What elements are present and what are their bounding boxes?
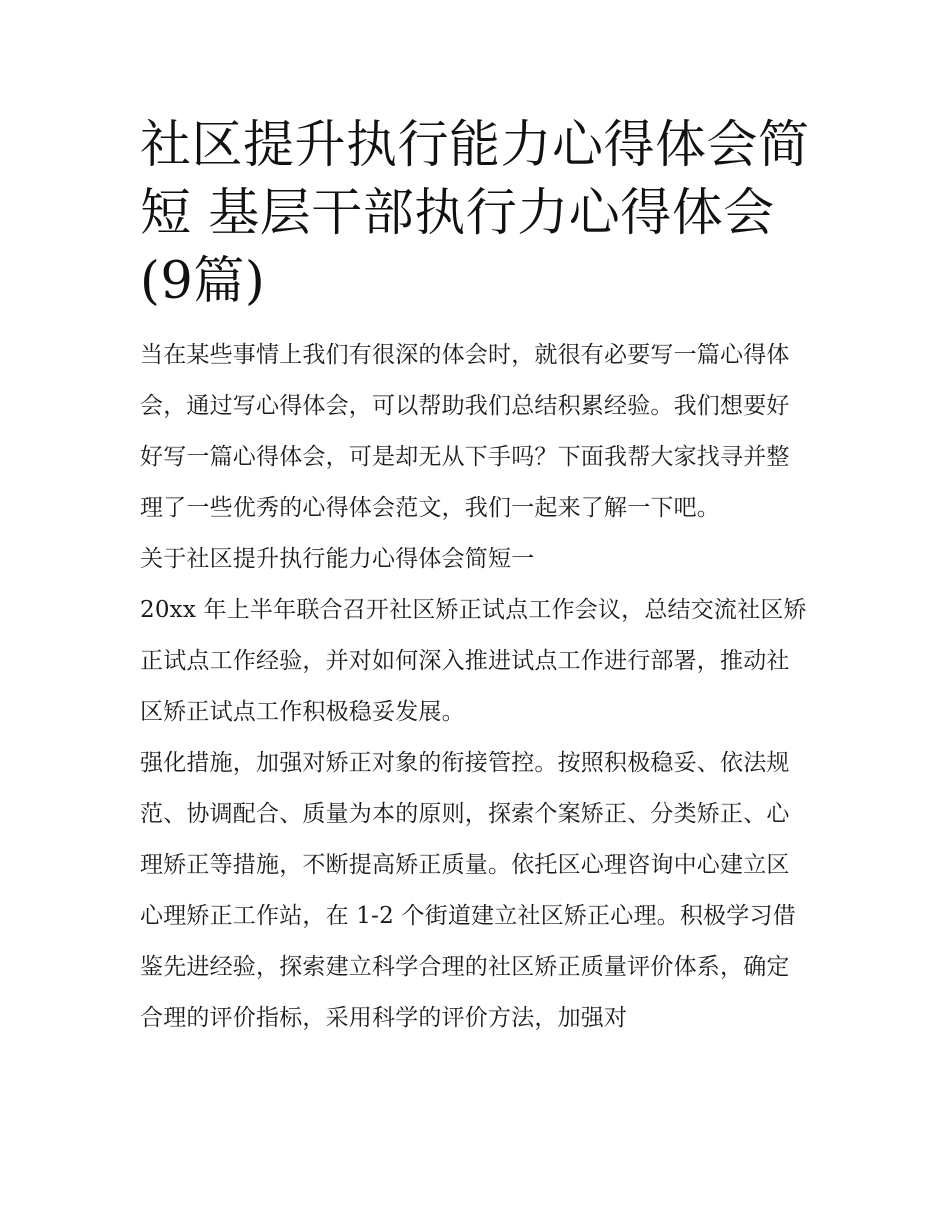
body-paragraph: 20xx 年上半年联合召开社区矫正试点工作会议，总结交流社区矫正试点工作经验，并对如何深入推进试点工作进行部署，推动社区矫正试点工作积极稳妥发展。 (140, 597, 807, 725)
section-heading: 关于社区提升执行能力心得体会简短一 (140, 546, 535, 572)
document-body (140, 112, 812, 1044)
intro-paragraph: 当在某些事情上我们有很深的体会时，就很有必要写一篇心得体会，通过写心得体会，可以帮助我们总结积累经验。我们想要好好写一篇心得体会，可是却无从下手吗？下面我帮大家找寻并整理了一些优秀的心得体会范文，我们一起来了解一下吧。 (140, 342, 790, 521)
document-title: 社区提升执行能力心得体会简短 基层干部执行力心得体会(9篇) (140, 116, 810, 311)
body-paragraph: 强化措施，加强对矫正对象的衔接管控。按照积极稳妥、依法规范、协调配合、质量为本的原则，探索个案矫正、分类矫正、心理矫正等措施，不断提高矫正质量。依托区心理咨询中心建立区心理矫正工作站，在 1-2 个街道建立社区矫正心理。积极学习借鉴先进经验，探索建立科学合理的社区矫正质量评价体系，确定合理的评价指标，采用科学的评价方法，加强对 (140, 750, 796, 1031)
